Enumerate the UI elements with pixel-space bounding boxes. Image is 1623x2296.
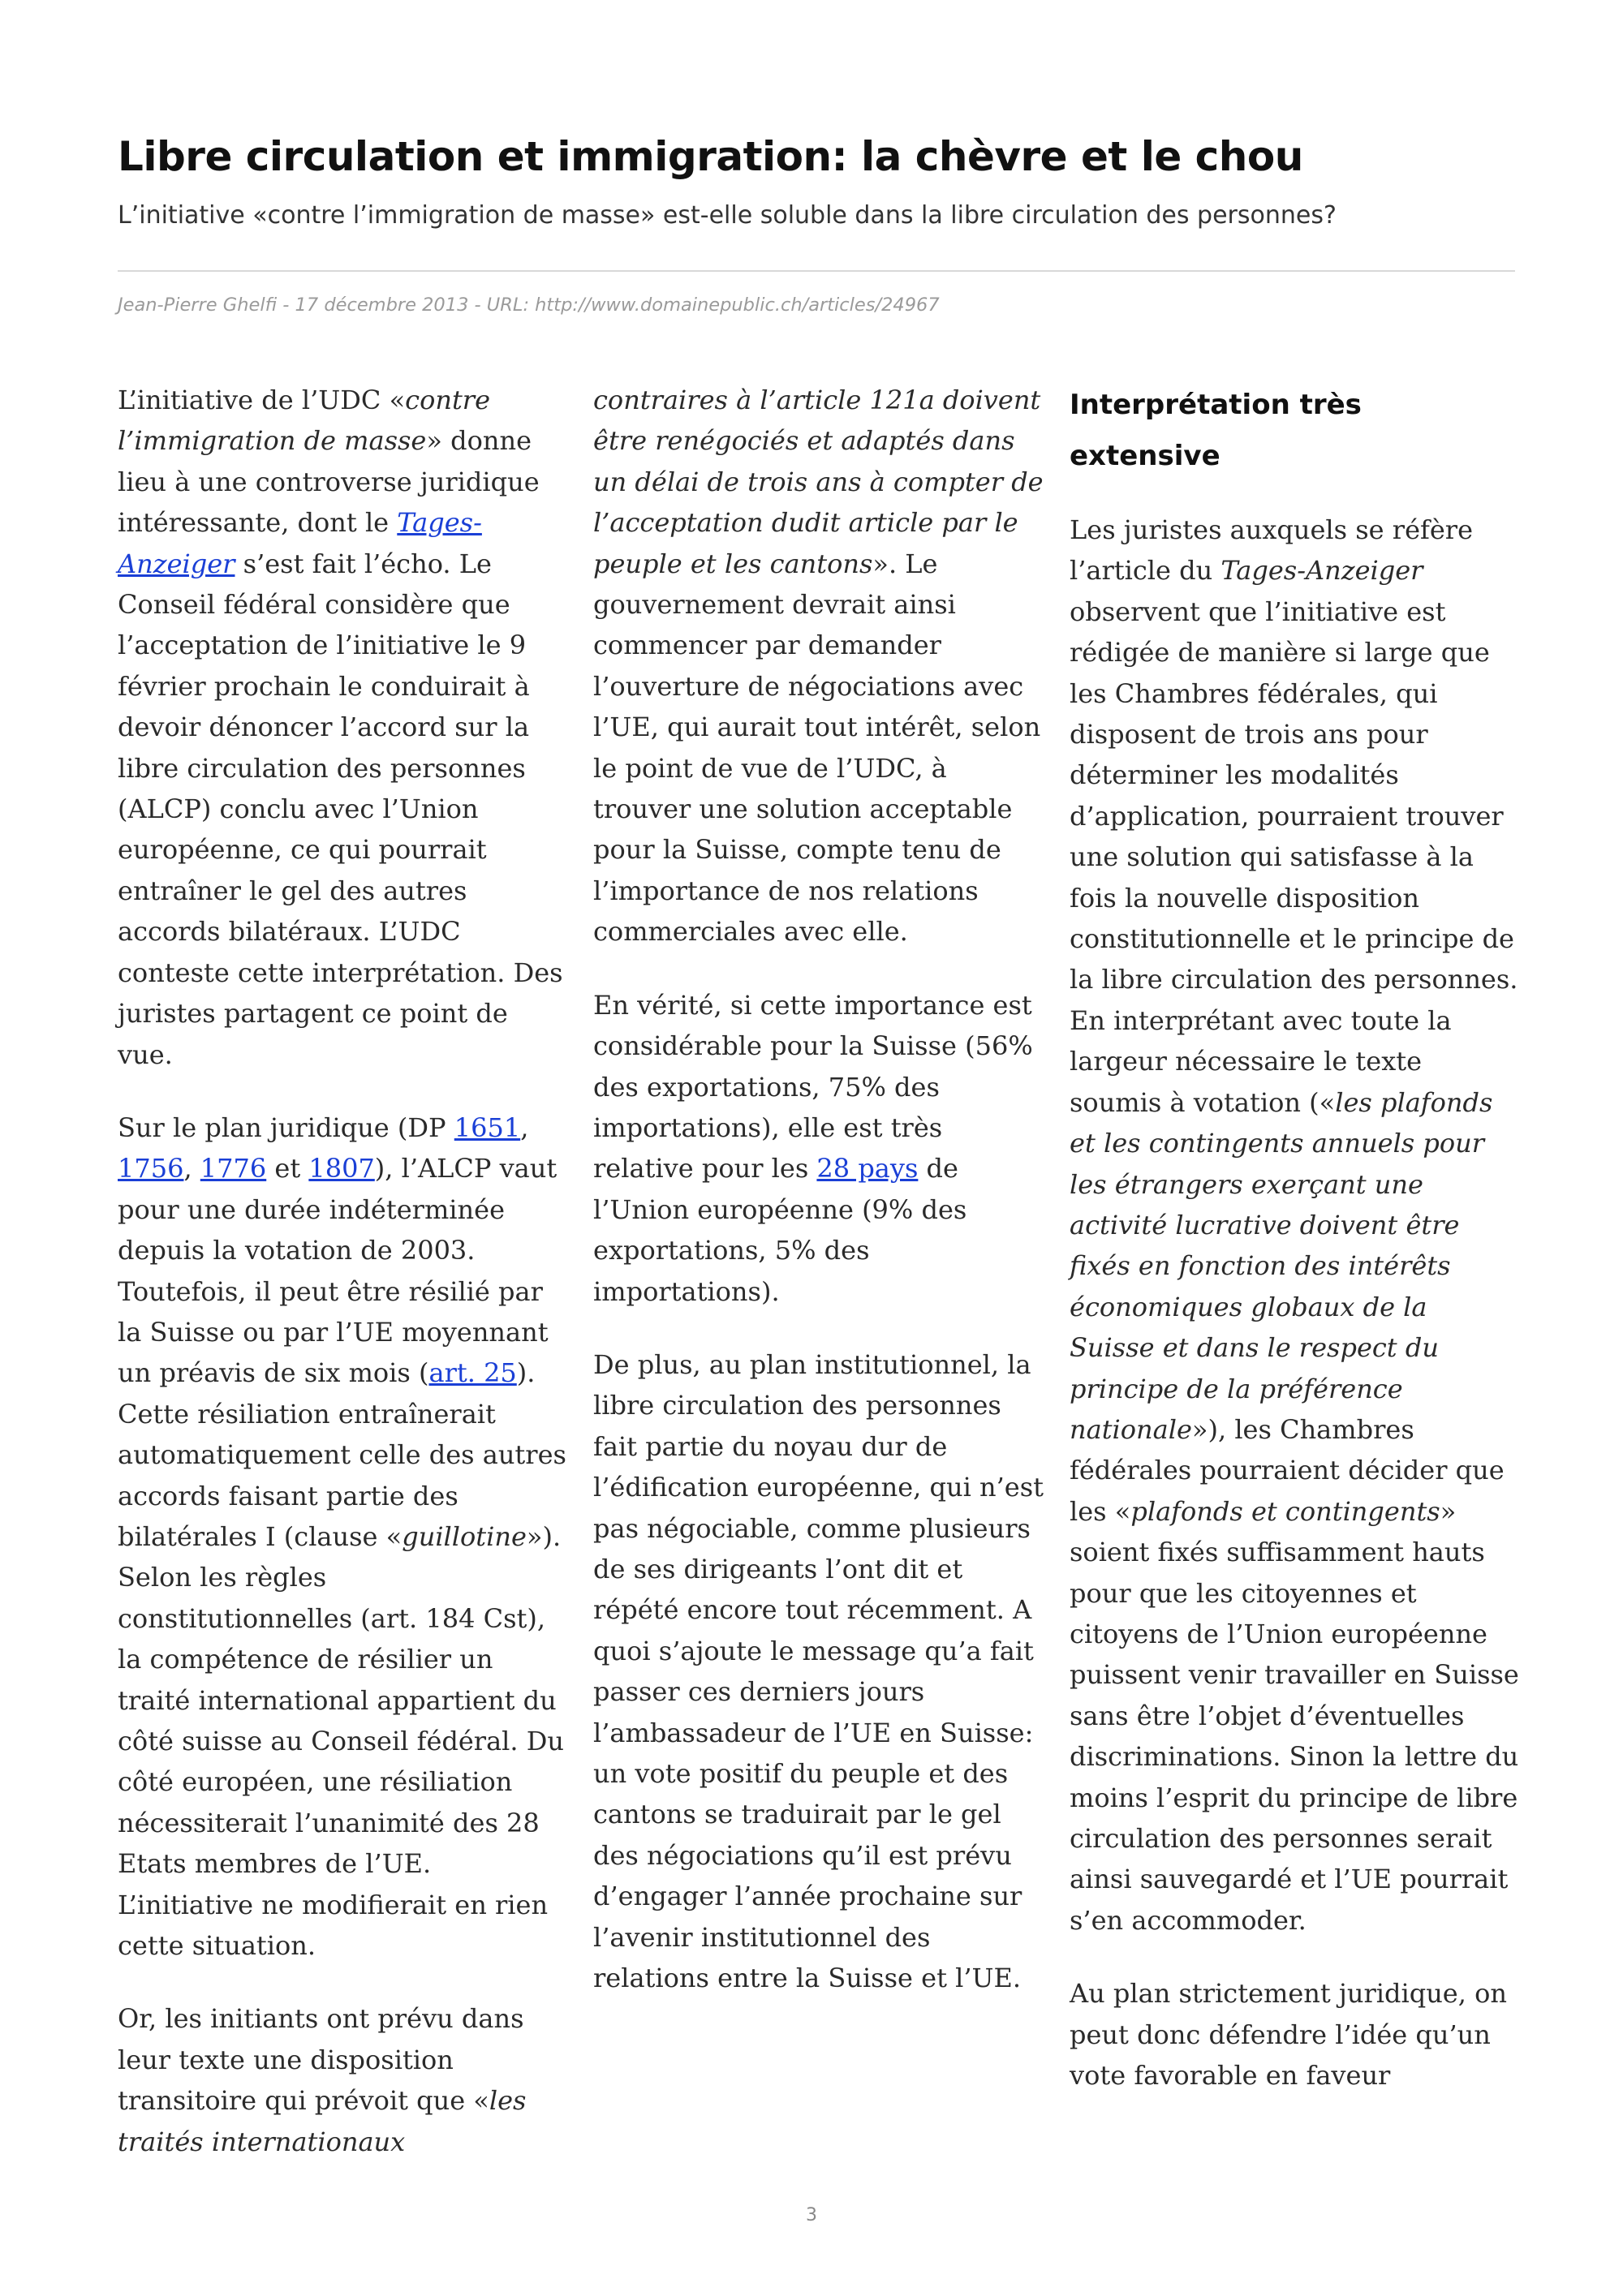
link-dp-1651[interactable]: 1651: [454, 1111, 521, 1143]
link-art-25[interactable]: art. 25: [428, 1357, 517, 1389]
article-meta: Jean-Pierre Ghelfi - 17 décembre 2013 - URL: http://www.domainepublic.ch/articles/24967: [118, 295, 940, 316]
link-dp-1776[interactable]: 1776: [200, 1153, 267, 1185]
paragraph: Les juristes auxquels se réfère l’article du Tages-Anzeiger observent que l’initiative est rédigée de manière si large que les Chambres fédérales, qui disposent de trois ans pour déterminer les modalités d’application, pourraient trouver une solution qui satisfasse à la fois la nouvelle disposition constitutionnelle et le principe de la libre circulation des personnes. En interprétant avec toute la largeur nécessaire le texte soumis à votation («les plafonds et les contingents annuels pour les étrangers exerçant une activité lucrative doivent être fixés en fonction des intérêts économiques globaux de la Suisse et dans le respect du principe de la préférence nationale»), les Chambres fédérales pourraient décider que les «plafonds et contingents» soient fixés suffisamment hauts pour que les citoyennes et citoyens de l’Union européenne puissent venir travailler en Suisse sans être l’objet d’éventuelles discriminations. Sinon la lettre du moins l’esprit du principe de libre circulation des personnes serait ainsi sauvegardé et l’UE pourrait s’en accommoder.: [1070, 514, 1519, 1936]
link-dp-1756[interactable]: 1756: [118, 1153, 184, 1185]
article-subtitle: L’initiative «contre l’immigration de masse» est-elle soluble dans la libre circulation des personnes?: [118, 201, 1337, 230]
link-28-pays[interactable]: 28 pays: [816, 1153, 919, 1185]
section-heading: Interprétation très extensive: [1070, 389, 1362, 472]
column-2: [593, 380, 1044, 2165]
column-1: [118, 380, 568, 2165]
page-number: 3: [806, 2205, 817, 2225]
paragraph: De plus, au plan institutionnel, la libre circulation des personnes fait partie du noyau dur de l’édification européenne, qui n’est pas négociable, comme plusieurs de ses dirigeants l’ont dit et répété encore tout récemment. A quoi s’ajoute le message qu’a fait passer ces derniers jours l’ambassadeur de l’UE en Suisse: un vote positif du peuple et des cantons se traduirait par le gel des négociations qu’il est prévu d’engager l’année prochaine sur l’avenir institutionnel des relations entre la Suisse et l’UE.: [593, 1348, 1044, 1994]
header-divider: [118, 270, 1515, 272]
link-tages-anzeiger[interactable]: Tages-Anzeiger: [118, 507, 482, 579]
paragraph: En vérité, si cette importance est considérable pour la Suisse (56% des exportations, 75% des importations), elle est très relative pour les 28 pays de l’Union européenne (9% des exportations, 5% des importations).: [593, 989, 1033, 1307]
paragraph: contraires à l’article 121a doivent être renégociés et adaptés dans un délai de trois ans à compter de l’acceptation dudit article par le peuple et les cantons». Le gouvernement devrait ainsi commencer par demander l’ouverture de négociations avec l’UE, qui aurait tout intérêt, selon le point de vue de l’UDC, à trouver une solution acceptable pour la Suisse, compte tenu de l’importance de nos relations commerciales avec elle.: [593, 385, 1044, 948]
article-title: Libre circulation et immigration: la chèvre et le chou: [118, 133, 1303, 180]
paragraph: Or, les initiants ont prévu dans leur texte une disposition transitoire qui prévoit que «les traités internationaux: [118, 2003, 527, 2157]
paragraph: L’initiative de l’UDC «contre l’immigration de masse» donne lieu à une controverse juridique intéressante, dont le Tages-Anzeiger s’est fait l’écho. Le Conseil fédéral considère que l’acceptation de l’initiative le 9 février prochain le conduirait à devoir dénoncer l’accord sur la libre circulation des personnes (ALCP) conclu avec l’Union européenne, ce qui pourrait entraîner le gel des autres accords bilatéraux. L’UDC conteste cette interprétation. Des juristes partagent ce point de vue.: [118, 385, 563, 1070]
column-3: [1070, 380, 1520, 2165]
paragraph: Au plan strictement juridique, on peut donc défendre l’idée qu’un vote favorable en faveur: [1070, 1978, 1507, 2092]
link-dp-1807[interactable]: 1807: [308, 1153, 375, 1185]
paragraph: Sur le plan juridique (DP 1651, 1756, 1776 et 1807), l’ALCP vaut pour une durée indéterminée depuis la votation de 2003. Toutefois, il peut être résilié par la Suisse ou par l’UE moyennant un préavis de six mois (art. 25). Cette résiliation entraînerait automatiquement celle des autres accords faisant partie des bilatérales I (clause «guillotine»). Selon les règles constitutionnelles (art. 184 Cst), la compétence de résilier un traité international appartient du côté suisse au Conseil fédéral. Du côté européen, une résiliation nécessiterait l’unanimité des 28 Etats membres de l’UE. L’initiative ne modifierait en rien cette situation.: [118, 1111, 566, 1962]
